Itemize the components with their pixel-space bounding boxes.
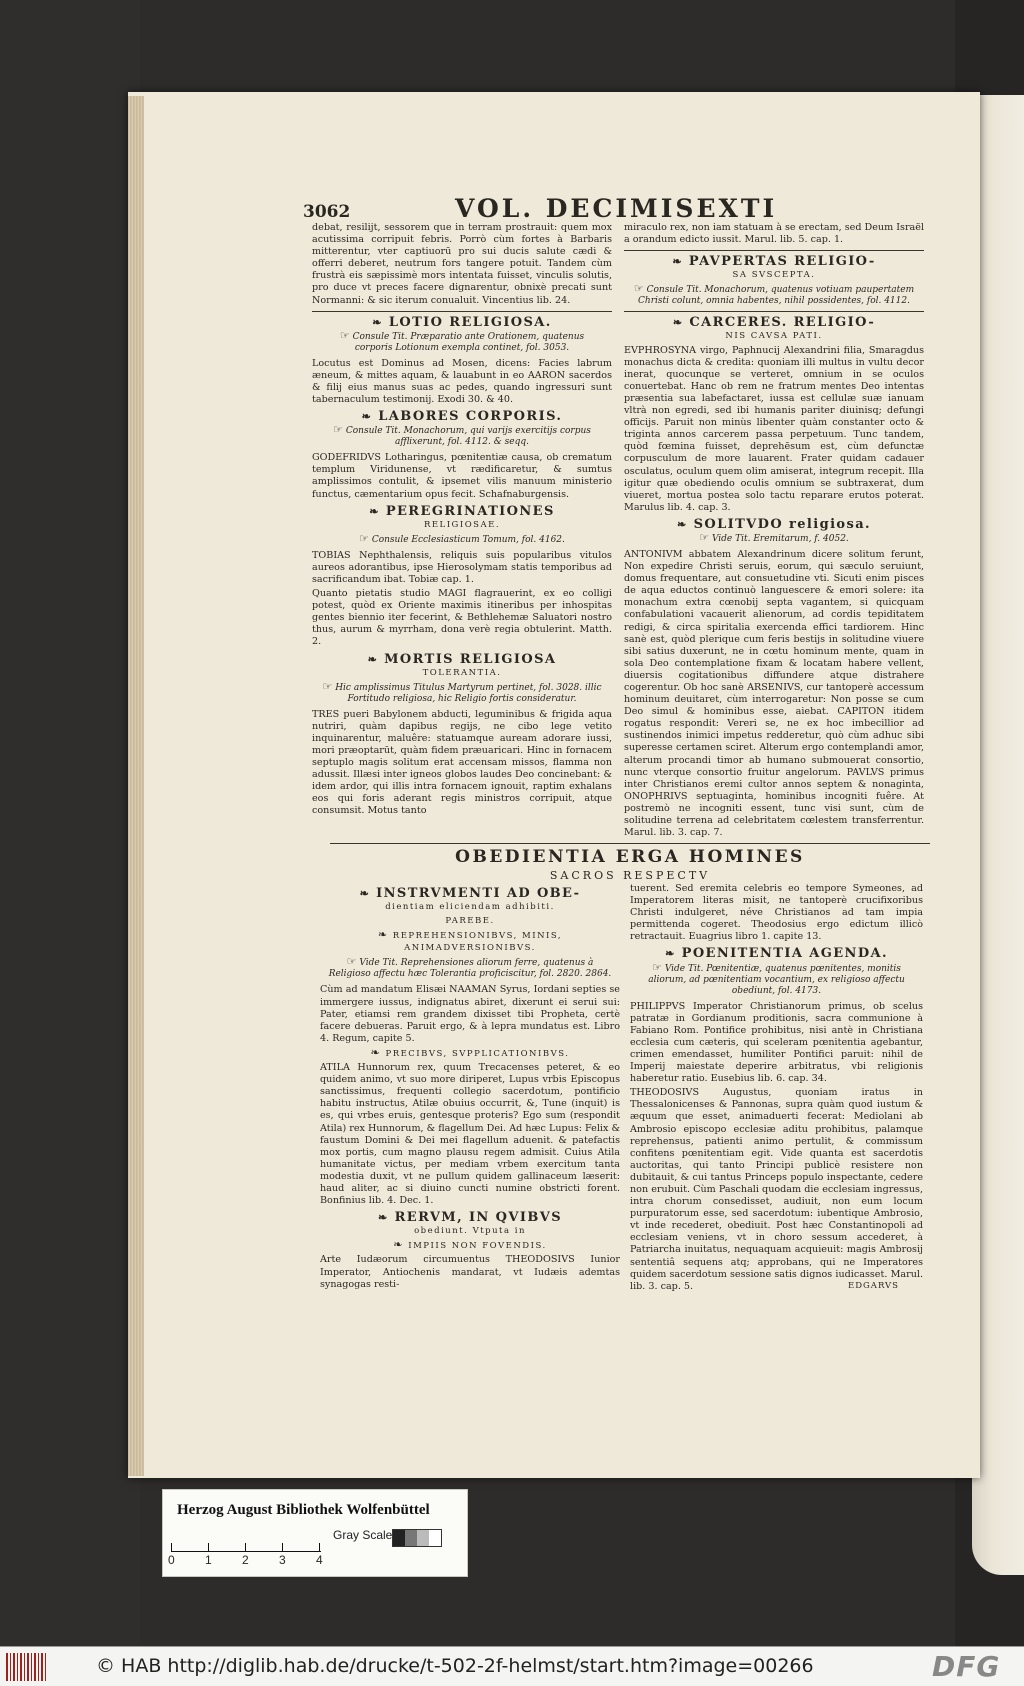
- section-subheading: RELIGIOSAE.: [423, 519, 501, 530]
- library-name: Herzog August Bibliothek Wolfenbüttel: [177, 1502, 430, 1518]
- leaf-ornament-icon: ❧: [672, 255, 683, 269]
- paragraph: Quanto pietatis studio MAGI flagrauerint, ex eo colligi potest, quòd ex Oriente maximis itineribus per inhospitas gentes biennio iter fecerint, & Bethlehemæ Saluatori nostro thus, aurum & myrrham, dona verè regia obtulerint. Matth. 2.: [312, 588, 612, 648]
- ruler-tick: [245, 1543, 246, 1551]
- ruler-label: 1: [205, 1553, 212, 1567]
- pointing-hand-icon: ☞: [699, 530, 710, 544]
- leaf-ornament-icon: ❧: [369, 504, 380, 518]
- text-column-1: [312, 222, 612, 820]
- section-subheading: PAREBE.: [445, 916, 495, 927]
- leaf-ornament-icon: ❧: [672, 316, 684, 330]
- page-number: 3062: [303, 202, 351, 222]
- divider: [312, 311, 612, 312]
- cross-reference: ☞ Vide Tit. Eremitarum, f. 4052.: [699, 530, 849, 544]
- cross-reference: ☞ Hic amplissimus Titulus Martyrum pertinet, fol. 3028. illic Fortitudo religiosa, hic Religio fortis consideratur.: [322, 679, 602, 704]
- cross-reference: ☞ Consule Ecclesiasticum Tomum, fol. 4162.: [359, 531, 565, 545]
- section-subheading: TOLERANTIA.: [422, 667, 502, 678]
- pointing-hand-icon: ☞: [346, 955, 357, 969]
- scanner-background-left: [0, 0, 140, 1646]
- leaf-ornament-icon: ❧: [361, 410, 373, 424]
- section-heading: ❧ PAVPERTAS RELIGIO-: [672, 254, 876, 270]
- leaf-ornament-icon: ❧: [370, 1045, 382, 1059]
- pointing-hand-icon: ☞: [322, 679, 333, 693]
- copyright-url[interactable]: © HAB http://diglib.hab.de/drucke/t-502-2f-helmst/start.htm?image=00266: [96, 1655, 814, 1677]
- dfg-logo: DFG: [932, 1650, 1001, 1683]
- centimeter-ruler: [171, 1544, 321, 1552]
- ruler-label: 3: [279, 1553, 286, 1567]
- paragraph: tuerent. Sed eremita celebris eo tempore Symeones, ad Imperatorem literas misit, ne tantoperè crucifixoribus Christi indulgeret, néve Christianos ad tam impia permittenda cogeret. Theodosius ergo edictum illicò retractauit. Euagrius libro 1. capite 13.: [630, 883, 923, 943]
- paragraph: Locutus est Dominus ad Mosen, dicens: Facies labrum æneum, & mittes aquam, & lauabunt in eo AARON sacerdos & filij eius manus suas ac pedes, quando ingressuri sunt tabernaculum testimonij. Exodi 30. & 40.: [312, 357, 612, 406]
- section-subtitle: SACROS RESPECTV: [549, 869, 711, 882]
- section-divider: [330, 843, 930, 844]
- barcode-icon: [6, 1653, 48, 1681]
- ruler-tick: [319, 1543, 320, 1551]
- divider: [624, 250, 924, 251]
- pointing-hand-icon: ☞: [359, 531, 369, 545]
- viewer-footer: [0, 1646, 1024, 1686]
- cross-reference: ☞ Consule Tit. Præparatio ante Orationem, quatenus corporis Lotionum exempla continet, fol. 3053.: [339, 328, 585, 353]
- leaf-ornament-icon: ❧: [377, 928, 389, 942]
- cross-reference: ☞ Vide Tit. Pœnitentiæ, quatenus pœnitentes, monitis aliorum, ad pœnitentiam vocantium, ex religioso affectu obediunt, fol. 4173.: [648, 960, 905, 996]
- divider: [624, 311, 924, 312]
- leaf-ornament-icon: ❧: [372, 315, 383, 329]
- paragraph: miraculo rex, non iam statuam à se erectam, sed Deum Israël a orandum edicto iussit. Marul. lib. 5. cap. 1.: [624, 222, 924, 246]
- section-subheading: ❧ PRECIBVS, SVPPLICATIONIBVS.: [370, 1045, 570, 1059]
- text-column-2: [624, 222, 924, 841]
- paragraph: Cùm ad mandatum Elisæi NAAMAN Syrus, Iordani septies se immergere iussus, indignatus abiret, dixerunt ei serui sui: Pater, etiamsi rem grandem dixisset tibi Propheta, certè facere debueras. Paruit ergo, & à lepra mundatus est. Libro 4. Regum, capite 5.: [320, 984, 620, 1044]
- leaf-ornament-icon: ❧: [665, 947, 676, 961]
- pointing-hand-icon: ☞: [339, 328, 350, 342]
- section-heading: ❧ LOTIO RELIGIOSA.: [372, 314, 552, 330]
- paragraph: EVPHROSYNA virgo, Paphnucij Alexandrini filia, Smaragdus monachus dicta & credita: quoniam illi multus in vultu decor inerat, quocunque se verteret, omnium in se oculos conuertebat. Hanc ob rem ne fratrum mentes Deo intentas præsentia sua labefactaret, iussa est cellulæ suæ ianuam vltrà non egredi, sed ibi humanis pariter diuinisq; defungi officijs. Paruit non minùs libenter quàm constanter octo & triginta annos carcerem passa perpetuum. Tunc tandem, quòd fœmina fuisset, deprehēsum est, cùm defunctæ corpusculum de more lauarent. Frater quidam cadauer osculatus, oculum quem olim amiserat, integrum recepit. Illa igitur quæ obediendo oculis omnium se subtraxerat, dum viueret, mortua postea solo tactu reparare erutos poterat. Marulus lib. 4. cap. 3.: [624, 344, 924, 513]
- text-column-3: [320, 883, 620, 1293]
- paragraph: TOBIAS Nephthalensis, reliquis suis popularibus vitulos aureos adorantibus, ipse Hierosolymam statis temporibus ad sacrificandum ibat. Tobiæ cap. 1.: [312, 549, 612, 585]
- section-subheading: obediunt. Vtputa in: [414, 1226, 526, 1237]
- text-column-4: [630, 883, 923, 1295]
- cross-reference: ☞ Consule Tit. Monachorum, qui varijs exercitijs corpus afflixerunt, fol. 4112. & seqq.: [333, 423, 591, 448]
- paragraph: THEODOSIVS Augustus, quoniam iratus in Thessalonicenses & Pannonas, supra quàm quod iustum & æquum que esset, animaduerti fecerat: Mediolani ab Ambrosio episcopo ecclesiæ aditu prohibitus, palamque reprehensus, patienti animo pertulit, & commissum confitens pœnitentiam egit. Vide quanta est sacerdotis auctoritas, qui tanto Principi publicè resistere non dubitauit, & cui tantus Princeps populo inspectante, cedere non erubuit. Cùm Paschali quodam die ecclesiam ingressus, intra chorum consedisset, audiuit, non eum locum purpuratorum esse, sed sacerdotum: iubentique Ambrosio, vt inde recederet, obediuit. Post hæc Constantinopoli ad ecclesiam veniens, vt in choro sessum accederet, à Patriarcha inuitatus, nequaquam acquieuit: magis Ambrosij sententiâ sequens atq; approbans, qui ne Imperatores quidem sacerdotum sessione satis dignos iudicasset. Marul. lib. 3. cap. 5.: [630, 1087, 923, 1292]
- ruler-tick: [282, 1543, 283, 1551]
- leaf-ornament-icon: ❧: [359, 887, 371, 900]
- calibration-card: [162, 1489, 468, 1577]
- cross-reference: ☞ Vide Tit. Reprehensiones aliorum ferre, quatenus à Religioso affectu hæc Tolerantia proficiscitur, fol. 2820. 2864.: [328, 955, 612, 980]
- paragraph: ATILA Hunnorum rex, quum Trecacenses peteret, & eo quidem animo, vt suo more diriperet, Lupus vrbis Episcopus sanctissimus, frequenti collegio sacerdotum, pontificio habitu instructus, Atilæ obuius occurrit, &, Tune (inquit) is es, qui vrbes eruis, gentesque proteris? Ego sum (respondit Atila) rex Hunnorum, & flagellum Dei. Ad hæc Lupus: Felix & faustum Domini & Dei mei flagellum aduenit. & patefactis mox portis, cum magno plausu regem admisit. Cuius Atila humanitate victus, per mediam vrbem exercitum tanta modestia duxit, vt ne pullum quidem gallinaceum læserit: haud aliter, ac si diuino cuncti numine obstricti forent. Bonfinius lib. 4. Dec. 1.: [320, 1062, 620, 1207]
- pointing-hand-icon: ☞: [652, 960, 662, 974]
- catchword: EDGARVS: [848, 1281, 900, 1291]
- ruler-label: 0: [168, 1553, 175, 1567]
- gray-scale-label: Gray Scale: [333, 1528, 393, 1542]
- paragraph: GODEFRIDVS Lotharingus, pœnitentiæ causa, ob crematum templum Viridunense, vt rædificaretur, & sumtus amplissimos contulit, & ipsemet vilis manuum ministerio functus, cæmentarium opus fecit. Schafnaburgensis.: [312, 452, 612, 500]
- leaf-ornament-icon: ❧: [378, 1211, 389, 1225]
- paragraph: Arte Iudæorum circumuentus THEODOSIVS Iunior Imperator, Antiochenis mandarat, vt Iudæis ademtas synagogas resti-: [320, 1254, 620, 1290]
- running-title: VOL. DECIMISEXTI: [455, 194, 778, 223]
- leaf-ornament-icon: ❧: [677, 517, 688, 531]
- paragraph: debat, resilijt, sessorem que in terram prostrauit: quem mox acutissima corripuit febris. Porrò cùm fortes à Barbaris mitterentur, vter captiuorū pro sui ducis salute cædi & offerri deberet, neutrum fors tangere potuit. Tandem cùm frustrà eis sæpissimè mors intentata fuisset, vinculis solutis, pro duce vt preces facere dignarentur, obnixè precati sunt Normanni: & sic iterum conualuit. Vincentius lib. 24.: [312, 222, 612, 306]
- pointing-hand-icon: ☞: [633, 282, 644, 296]
- section-heading: ❧ POENITENTIA AGENDA.: [665, 946, 888, 962]
- section-subheading: NIS CAVSA PATI.: [725, 331, 823, 342]
- ruler-tick: [171, 1543, 172, 1551]
- section-title: OBEDIENTIA ERGA HOMINES: [455, 847, 805, 867]
- paragraph: PHILIPPVS Imperator Christianorum primus, ob scelus patratæ in Gordianum proditionis, sacra communione à Fabiano Rom. Pontifice prohibitus, nisi antè in Christiana ecclesia cum cæteris, qui sceleram pœnitentia agebantur, crimen emendasset, humiliter Pontifici paruit: nihil de Imperij maiestate deperire arbitratus, vbi religionis haberetur ratio. Eusebius lib. 6. cap. 34.: [630, 1000, 923, 1085]
- section-heading: ❧ LABORES CORPORIS.: [361, 409, 563, 425]
- page-gutter-edge: [128, 96, 144, 1476]
- cross-reference: ☞ Consule Tit. Monachorum, quatenus votiuam paupertatem Christi colunt, omnia habentes, nihil possidentes, fol. 4112.: [633, 282, 915, 307]
- gray-scale-swatch: [392, 1529, 442, 1547]
- section-heading: ❧ SOLITVDO religiosa.: [677, 516, 871, 532]
- leaf-ornament-icon: ❧: [367, 652, 379, 666]
- section-heading: ❧ RERVM, IN QVIBVS: [378, 1210, 562, 1226]
- pointing-hand-icon: ☞: [333, 423, 343, 437]
- section-subheading: SA SVSCEPTA.: [732, 270, 816, 281]
- section-heading: ❧ PEREGRINATIONES: [369, 503, 555, 519]
- section-subheading: ❧ REPREHENSIONIBVS, MINIS, ANIMADVERSIONIBVS.: [377, 928, 563, 954]
- section-subheading: ❧ IMPIIS NON FOVENDIS.: [393, 1238, 547, 1252]
- ruler-label: 2: [242, 1553, 249, 1567]
- section-heading: ❧ INSTRVMENTI AD OBE-: [359, 886, 581, 901]
- ruler-tick: [208, 1543, 209, 1551]
- section-heading: ❧ CARCERES. RELIGIO-: [672, 315, 876, 331]
- section-subheading: dientiam eliciendam adhibiti.: [385, 902, 555, 913]
- paragraph: TRES pueri Babylonem abducti, leguminibus & frigida aqua nutriri, quàm dapibus regijs, ne cibo lege vetito inquinarentur, maluêre: statuamque auream adorare iussi, mori præoptarūt, quàm fidem præuaricari. Hinc in fornacem septuplo magis solitum erat accensam missos, flamma non adussit. Illæsi inter igneos globos laudes Deo concinebant: & idem ardor, qui illis intra fornacem ignouit, raptim exhalans eos qui foris aderant regis ministros corripuit, atque consumsit. Motus tanto: [312, 708, 612, 817]
- ruler-label: 4: [316, 1553, 323, 1567]
- section-heading: ❧ MORTIS RELIGIOSA: [367, 651, 557, 667]
- leaf-ornament-icon: ❧: [393, 1238, 405, 1252]
- paragraph: ANTONIVM abbatem Alexandrinum dicere solitum ferunt, Non expedire Christi seruis, eorum, qui sæculo seruiunt, domus frequentare, aut consuetudine vti. Sicuti enim pisces de aqua eductos continuò languescere & emori solere: ita monachum extra cœnobij septa vagantem, si quicquam confabulationi vacauerit alienorum, ad cordis tepiditatem redigi, & circa spiritalia exercenda effici tardiorem. Hinc sanè est, quòd plerique cum feris bestijs in solitudine viuere sibi satius duxerunt, ne in cœtu hominum mente, quam in sola Deo contemplatione fixam & locatam habere vellent, diuersis cogitationibus diffundere atque distrahere cogerentur. Ob hoc sanè ARSENIVS, cur tantoperè accessum hominum deuitaret, cùm interrogaretur: Non posse se cum Deo simul & hominibus esse, aiebat. CAPITON itidem rogatus respondit: Vereri se, ne ex hoc imbecillior ad sustinendos inimici impetus redderetur, quò cùm adhuc sibi superesse certamen sciret. Alterum ergo contemplandi amor, alterum procandi timor ab humano submouerat consortio, nunc vterque consortio fruitur angelorum. PAVLVS primus inter Christianos eremi cultor annos septem & nonaginta, ONOPHRIVS septuaginta, hominibus incogniti fuêre. At postremò ne incogniti essent, tunc visi sunt, cùm de solitudine terrena ad celebritatem cœlestem transferrentur. Marul. lib. 3. cap. 7.: [624, 548, 924, 839]
